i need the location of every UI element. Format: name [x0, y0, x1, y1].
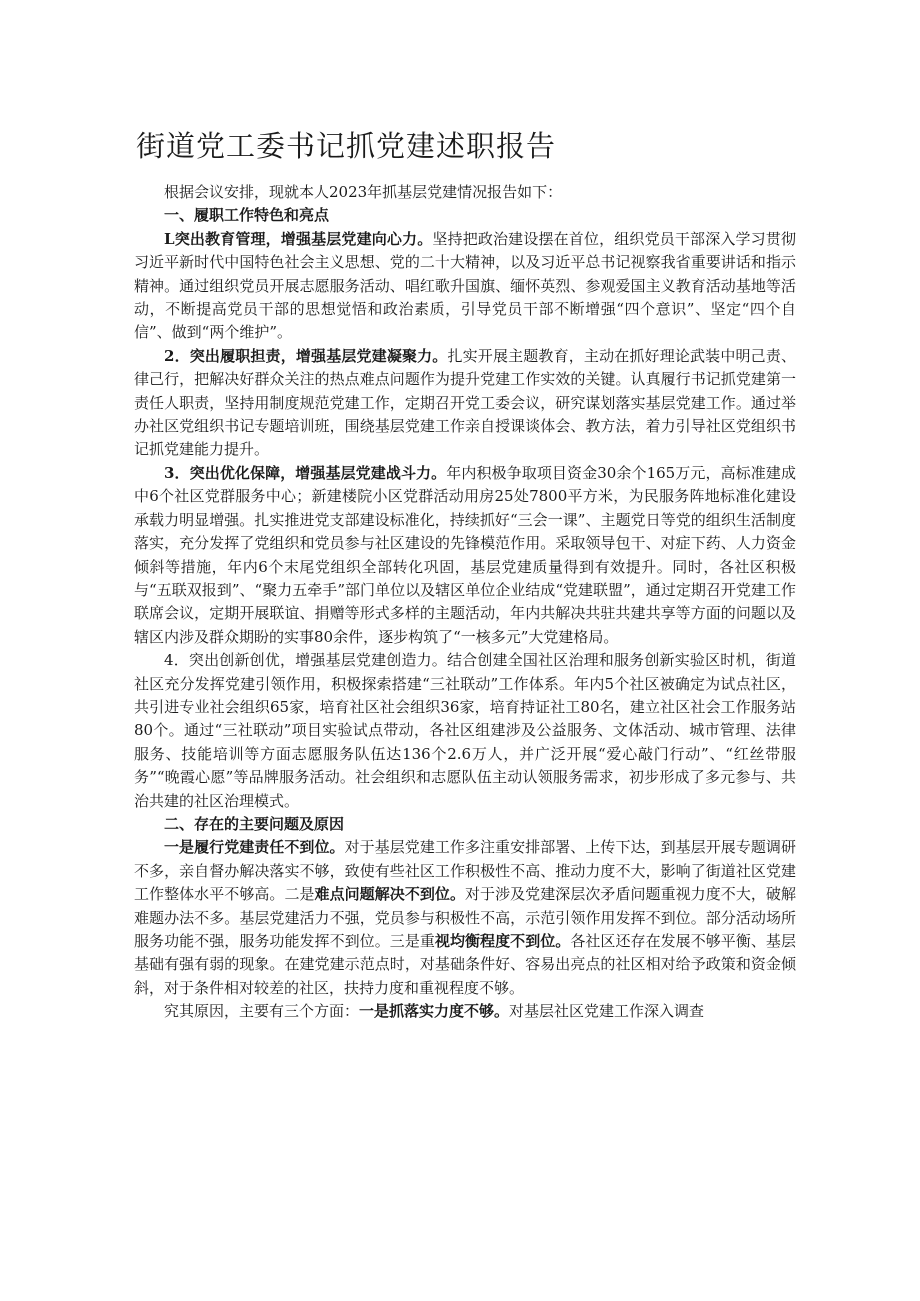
paragraph-3-text: 年内积极争取项目资金30余个165万元，高标准建成中6个社区党群服务中心；新建楼院小区党群活动用房25处7800平方米，为民服务阵地标准化建设承载力明显增强。扎实推进党支部建设标准化，持续抓好“三会一课”、主题党日等党的组织生活制度落实，充分发挥了党组织和党员参与社区建设的先锋模范作用。采取领导包干、对症下药、人力资金倾斜等措施，年内6个末尾党组织全部转化巩固，基层党建质量得到有效提升。同时，各社区积极与“五联双报到”、“聚力五牵手”部门单位以及辖区单位企业结成“党建联盟”，通过定期召开党建工作联席会议，定期开展联谊、捐赠等形式多样的主题活动，年内共解决共驻共建共享等方面的问题以及辖区内涉及群众期盼的实事80余件，逐步构筑了“一核多元”大党建格局。	[134, 463, 796, 646]
problem-2-prefix: 二是	[284, 885, 315, 904]
paragraph-3-lead: 3．突出优化保障，增强基层党建战斗力。	[164, 463, 447, 482]
reasons-text: 对基层社区党建工作深入调查	[509, 1002, 705, 1021]
reasons-prefix: 究其原因，主要有三个方面：	[164, 1002, 360, 1021]
reasons-lead: 一是抓落实力度不够。	[359, 1002, 510, 1021]
section-heading-2: 二、存在的主要问题及原因	[164, 814, 345, 833]
document-body	[134, 181, 796, 1024]
section-heading-1: 一、履职工作特色和亮点	[164, 206, 330, 225]
paragraph-3	[134, 462, 796, 649]
paragraph-4: 4．突出创新创优，增强基层党建创造力。结合创建全国社区治理和服务创新实验区时机，街道社区充分发挥党建引领作用，积极探索搭建“三社联动”工作体系。年内5个社区被确定为试点社区，共引进专业社会组织65家，培育社区社会组织36家，培育持证社工80名，建立社区社会工作服务站80个。通过“三社联动”项目实验试点带动，各社区组建涉及公益服务、文体活动、城市管理、法律服务、技能培训等方面志愿服务队伍达136个2.6万人，并广泛开展“爱心敲门行动”、“红丝带服务”“晚霞心愿”等品牌服务活动。社会组织和志愿队伍主动认领服务需求，初步形成了多元参与、共治共建的社区治理模式。	[134, 651, 796, 810]
paragraph-2	[134, 345, 796, 462]
problems-paragraph	[134, 836, 796, 1000]
reasons-paragraph	[134, 1000, 796, 1023]
paragraph-2-lead: 2．突出履职担责，增强基层党建凝聚力。	[164, 346, 448, 365]
paragraph-1	[134, 228, 796, 345]
paragraph-2-text: 扎实开展主题教育，主动在抓好理论武装中明己责、律己行，把解决好群众关注的热点难点问题作为提升党建工作实效的关键。认真履行书记抓党建第一责任人职责，坚持用制度规范党建工作，定期召开党工委会议，研究谋划落实基层党建工作。通过举办社区党组织书记专题培训班，围绕基层党建工作亲自授课谈体会、教方法，着力引导社区党组织书记抓党建能力提升。	[134, 346, 796, 459]
problem-1-lead: 一是履行党建责任不到位。	[164, 838, 345, 857]
problem-1-text: 对于基层党建工作多注重安排部署、上传下达，到基层开展专题调研不多，亲自督办解决落实不够，致使有些社区工作积极性不高、推动力度不大，影响了街道社区党建工作整体水平不够高。	[134, 838, 796, 904]
intro-paragraph: 根据会议安排，现就本人2023年抓基层党建情况报告如下：	[164, 183, 563, 201]
problem-2-text: 对于涉及党建深层次矛盾问题重视力度不大，破解难题办法不多。基层党建活力不强，党员参与积极性不高，示范引领作用发挥不到位。部分活动场所服务功能不强，服务功能发挥不到位。	[134, 885, 796, 950]
paragraph-1-lead: L突出教育管理，增强基层党建向心力。	[164, 229, 433, 248]
document-title: 街道党工委书记抓党建述职报告	[136, 129, 557, 163]
problem-3-text: 各社区还存在发展不够平衡、基层基础有强有弱的现象。在建党建示范点时，对基础条件好、容易出亮点的社区相对给予政策和资金倾斜，对于条件相对较差的社区，扶持力度和重视程度不够。	[134, 932, 796, 997]
problem-2-lead: 难点问题解决不到位。	[314, 885, 465, 904]
problem-3-lead: 视均衡程度不到位。	[434, 932, 571, 950]
paragraph-1-text: 坚持把政治建设摆在首位，组织党员干部深入学习贯彻习近平新时代中国特色社会主义思想、党的二十大精神，以及习近平总书记视察我省重要讲话和指示精神。通过组织党员开展志愿服务活动、唱红歌升国旗、缅怀英烈、参观爱国主义教育活动基地等活动，不断提高党员干部的思想觉悟和政治素质，引导党员干部不断增强“四个意识”、坚定“四个自信”、做到“两个维护”。	[134, 229, 796, 342]
problem-3-prefix: 三是重	[389, 932, 435, 950]
